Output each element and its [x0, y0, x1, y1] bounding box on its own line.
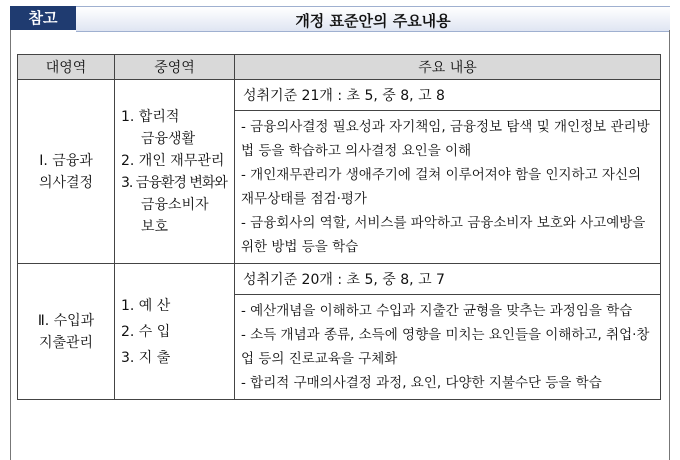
- description-bullet: - 예산개념을 이해하고 수입과 지출간 균형을 맞추는 과정임을 학습: [241, 303, 633, 319]
- achievement-standard: 성취기준 20개 : 초 5, 중 8, 고 7: [235, 264, 661, 295]
- middle-area-line: 보호: [141, 218, 169, 235]
- header-bar: [10, 6, 670, 30]
- major-area-line: Ⅰ. 금융과: [39, 152, 93, 169]
- table-row: [18, 80, 661, 111]
- description-bullet: - 소득 개념과 종류, 소득에 영향을 미치는 요인들을 이해하고, 취업·창업 등의 진로교육을 구체화: [241, 327, 650, 367]
- description-bullet: - 합리적 구매의사결정 과정, 요인, 다양한 지불수단 등을 학습: [241, 375, 602, 391]
- header-major-area: 대영역: [18, 55, 115, 80]
- major-area-cell: [18, 80, 115, 264]
- major-area-cell: [18, 264, 115, 400]
- middle-area-line: 2. 개인 재무관리: [121, 152, 225, 169]
- middle-area-line: 3. 금융환경 변화와: [121, 174, 227, 191]
- content-table: [17, 54, 661, 400]
- frame-left-line: [10, 30, 11, 460]
- reference-tag: 참고: [10, 6, 76, 30]
- description-bullet: - 금융회사의 역할, 서비스를 파악하고 금융소비자 보호와 사고예방을 위한 방법 등을 학습: [241, 215, 646, 255]
- major-area-line: Ⅱ. 수입과: [37, 312, 95, 329]
- major-area-line: 의사결정: [38, 174, 94, 191]
- header-middle-area: 중영역: [115, 55, 235, 80]
- description-bullet: - 금융의사결정 필요성과 자기책임, 금융정보 탐색 및 개인정보 관리방법 등을 학습하고 의사결정 요인을 이해: [241, 119, 650, 159]
- middle-area-line: 금융생활: [141, 130, 196, 147]
- middle-area-line: 금융소비자: [141, 196, 209, 213]
- middle-area-cell: [115, 264, 235, 400]
- table-header-row: [18, 55, 661, 80]
- description-bullet: - 개인재무관리가 생애주기에 걸쳐 이루어져야 함을 인지하고 자신의 재무상태를 점검·평가: [241, 167, 642, 207]
- major-area-line: 지출관리: [38, 334, 94, 351]
- description-cell: [235, 111, 661, 264]
- middle-area-line: 2. 수 입: [121, 323, 171, 340]
- middle-area-line: 1. 예 산: [121, 297, 171, 314]
- middle-area-cell: [115, 80, 235, 264]
- frame-right-line: [669, 30, 670, 460]
- page-title: 개정 표준안의 주요내용: [295, 12, 451, 30]
- middle-area-line: 3. 지 출: [121, 349, 171, 366]
- middle-area-line: 1. 합리적: [121, 108, 180, 125]
- header-main-content: 주요 내용: [235, 55, 661, 80]
- title-box: [76, 6, 670, 32]
- table-row: [18, 264, 661, 295]
- achievement-standard: 성취기준 21개 : 초 5, 중 8, 고 8: [235, 80, 661, 111]
- description-cell: [235, 295, 661, 400]
